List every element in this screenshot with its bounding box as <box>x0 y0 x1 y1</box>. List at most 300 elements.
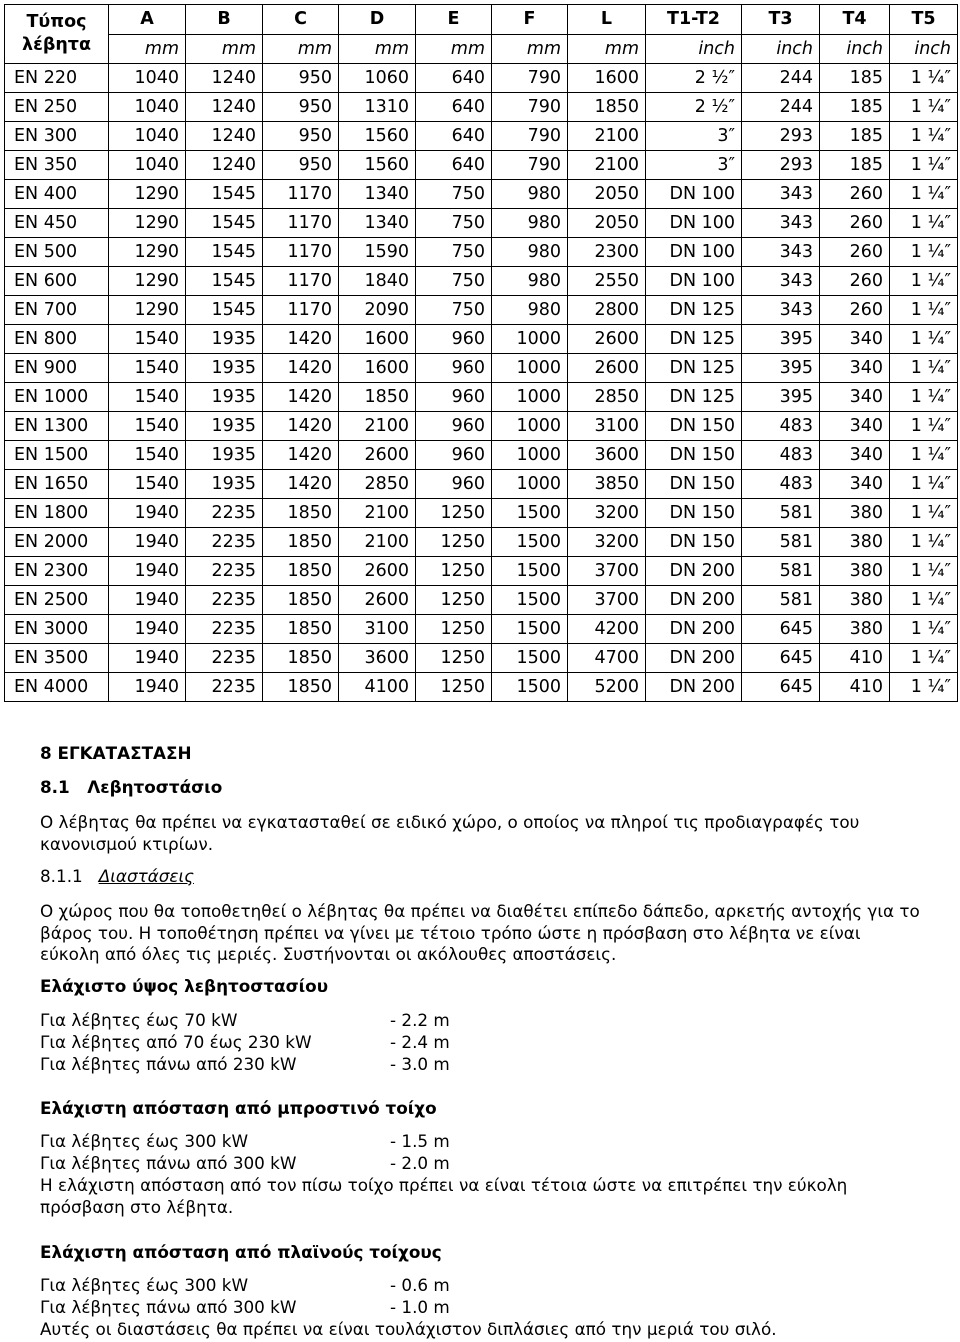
table-cell: 1000 <box>492 470 568 499</box>
table-cell: 1000 <box>492 325 568 354</box>
table-cell: 581 <box>742 528 820 557</box>
table-row <box>5 673 958 702</box>
table-cell: 750 <box>416 296 492 325</box>
table-cell: 1240 <box>186 93 263 122</box>
table-cell: 1850 <box>263 615 339 644</box>
table-cell: 185 <box>820 151 890 180</box>
table-cell: 1500 <box>492 673 568 702</box>
type-header-line1: Τύπος <box>26 12 87 32</box>
table-cell: 2600 <box>339 586 416 615</box>
front-distance-value: - 2.0 m <box>390 1153 450 1173</box>
boiler-type-cell: EN 3000 <box>5 615 109 644</box>
side-distance-label: Για λέβητες πάνω από 300 kW <box>40 1297 297 1317</box>
boiler-type-cell: EN 900 <box>5 354 109 383</box>
table-cell: 790 <box>492 64 568 93</box>
table-cell: 244 <box>742 64 820 93</box>
table-row <box>5 586 958 615</box>
boiler-type-cell: EN 1500 <box>5 441 109 470</box>
table-cell: 1240 <box>186 122 263 151</box>
table-cell: 950 <box>263 93 339 122</box>
boiler-type-cell: EN 3500 <box>5 644 109 673</box>
table-row <box>5 557 958 586</box>
table-cell: 185 <box>820 93 890 122</box>
table-cell: 343 <box>742 238 820 267</box>
table-cell: 1040 <box>109 151 186 180</box>
table-cell: 1 ¼″ <box>890 267 958 296</box>
table-cell: 5200 <box>568 673 646 702</box>
table-cell: 645 <box>742 644 820 673</box>
table-cell: 1600 <box>568 64 646 93</box>
table-cell: 4100 <box>339 673 416 702</box>
table-cell: 1940 <box>109 557 186 586</box>
unit-header-t4: inch <box>820 34 890 64</box>
table-cell: 1240 <box>186 151 263 180</box>
table-cell: 185 <box>820 64 890 93</box>
table-cell: 1170 <box>263 209 339 238</box>
unit-header-a: mm <box>109 34 186 64</box>
table-row <box>5 615 958 644</box>
table-cell: 581 <box>742 499 820 528</box>
boiler-type-cell: EN 500 <box>5 238 109 267</box>
table-cell: 640 <box>416 93 492 122</box>
table-cell: 410 <box>820 644 890 673</box>
table-cell: 1540 <box>109 470 186 499</box>
table-cell: 1420 <box>263 470 339 499</box>
table-cell: 1540 <box>109 383 186 412</box>
table-cell: 1000 <box>492 383 568 412</box>
table-cell: 4200 <box>568 615 646 644</box>
min-height-value: - 3.0 m <box>390 1054 450 1074</box>
table-cell: 1935 <box>186 441 263 470</box>
table-cell: 340 <box>820 470 890 499</box>
table-cell: 483 <box>742 470 820 499</box>
table-cell: 1 ¼″ <box>890 325 958 354</box>
boiler-type-cell: EN 600 <box>5 267 109 296</box>
table-cell: 380 <box>820 528 890 557</box>
col-header-t1-t2: T1-T2 <box>646 5 742 35</box>
col-header-e: E <box>416 5 492 35</box>
col-header-a: A <box>109 5 186 35</box>
boiler-type-cell: EN 350 <box>5 151 109 180</box>
table-cell: 1 ¼″ <box>890 673 958 702</box>
table-cell: 3100 <box>568 412 646 441</box>
table-cell: 1240 <box>186 64 263 93</box>
table-cell: 343 <box>742 267 820 296</box>
table-cell: 1500 <box>492 586 568 615</box>
col-header-l: L <box>568 5 646 35</box>
boiler-type-cell: EN 450 <box>5 209 109 238</box>
table-cell: DN 150 <box>646 412 742 441</box>
subsection-paragraph: Ο λέβητας θα πρέπει να εγκατασταθεί σε ειδικό χώρο, ο οποίος να πληροί τις προδιαγραφές του κανονισμού κτιρίων. <box>40 812 860 854</box>
table-cell: 1935 <box>186 354 263 383</box>
table-header-row-units <box>5 34 958 64</box>
table-cell: 1000 <box>492 412 568 441</box>
table-cell: 581 <box>742 557 820 586</box>
table-cell: 2235 <box>186 615 263 644</box>
table-cell: DN 125 <box>646 383 742 412</box>
table-cell: 410 <box>820 673 890 702</box>
table-cell: 1545 <box>186 296 263 325</box>
table-cell: 750 <box>416 180 492 209</box>
table-cell: 1290 <box>109 267 186 296</box>
table-cell: 1545 <box>186 267 263 296</box>
table-cell: 1 ¼″ <box>890 238 958 267</box>
table-cell: 2235 <box>186 557 263 586</box>
table-cell: 1290 <box>109 238 186 267</box>
table-cell: 750 <box>416 209 492 238</box>
table-cell: 1850 <box>263 644 339 673</box>
table-row <box>5 354 958 383</box>
unit-header-d: mm <box>339 34 416 64</box>
unit-header-b: mm <box>186 34 263 64</box>
table-cell: DN 100 <box>646 209 742 238</box>
table-cell: 1 ¼″ <box>890 470 958 499</box>
boiler-type-cell: EN 4000 <box>5 673 109 702</box>
table-cell: 1 ¼″ <box>890 151 958 180</box>
table-cell: DN 200 <box>646 615 742 644</box>
table-cell: 960 <box>416 470 492 499</box>
table-cell: 340 <box>820 325 890 354</box>
side-distance-value: - 0.6 m <box>390 1275 450 1295</box>
table-cell: 1940 <box>109 644 186 673</box>
table-cell: 3600 <box>568 441 646 470</box>
table-cell: 1170 <box>263 180 339 209</box>
table-cell: 1040 <box>109 93 186 122</box>
table-cell: 1 ¼″ <box>890 615 958 644</box>
boiler-type-cell: EN 2300 <box>5 557 109 586</box>
table-cell: 790 <box>492 151 568 180</box>
table-row <box>5 325 958 354</box>
table-cell: 1340 <box>339 180 416 209</box>
table-cell: 1540 <box>109 412 186 441</box>
table-body <box>5 64 958 702</box>
table-cell: 1 ¼″ <box>890 499 958 528</box>
table-cell: 2100 <box>339 412 416 441</box>
table-cell: 1 ¼″ <box>890 122 958 151</box>
table-cell: 1540 <box>109 354 186 383</box>
table-cell: 1250 <box>416 499 492 528</box>
table-cell: 340 <box>820 383 890 412</box>
table-cell: 2235 <box>186 644 263 673</box>
table-cell: 2235 <box>186 673 263 702</box>
table-header-row-letters <box>5 5 958 35</box>
table-row <box>5 441 958 470</box>
table-cell: 343 <box>742 209 820 238</box>
table-cell: DN 200 <box>646 557 742 586</box>
table-row <box>5 64 958 93</box>
table-row <box>5 296 958 325</box>
table-cell: DN 150 <box>646 470 742 499</box>
table-cell: 483 <box>742 441 820 470</box>
table-cell: DN 100 <box>646 238 742 267</box>
unit-header-t3: inch <box>742 34 820 64</box>
table-cell: 1290 <box>109 180 186 209</box>
table-cell: 3600 <box>339 644 416 673</box>
table-cell: 1310 <box>339 93 416 122</box>
table-cell: DN 125 <box>646 354 742 383</box>
table-cell: 1540 <box>109 325 186 354</box>
table-cell: 1935 <box>186 412 263 441</box>
table-cell: 1545 <box>186 209 263 238</box>
subsection-title: Λεβητοστάσιο <box>87 777 223 797</box>
table-cell: 340 <box>820 441 890 470</box>
table-cell: 1940 <box>109 615 186 644</box>
table-cell: 1 ¼″ <box>890 296 958 325</box>
table-cell: 1 ¼″ <box>890 586 958 615</box>
table-cell: 1500 <box>492 499 568 528</box>
table-cell: 1560 <box>339 122 416 151</box>
table-row <box>5 644 958 673</box>
table-cell: 3200 <box>568 499 646 528</box>
table-cell: 1540 <box>109 441 186 470</box>
boiler-type-cell: EN 250 <box>5 93 109 122</box>
table-cell: 2 ½″ <box>646 93 742 122</box>
table-cell: DN 200 <box>646 586 742 615</box>
type-header <box>5 5 109 64</box>
table-row <box>5 528 958 557</box>
table-cell: 185 <box>820 122 890 151</box>
table-cell: 1040 <box>109 64 186 93</box>
table-cell: 1250 <box>416 673 492 702</box>
boiler-type-cell: EN 2500 <box>5 586 109 615</box>
subsubsection-title: Διαστάσεις <box>98 866 194 886</box>
table-cell: 1545 <box>186 180 263 209</box>
section-heading: 8 ΕΓΚΑΤΑΣΤΑΣΗ <box>40 743 192 763</box>
table-cell: 3850 <box>568 470 646 499</box>
table-cell: 3700 <box>568 557 646 586</box>
table-cell: 960 <box>416 354 492 383</box>
table-cell: DN 100 <box>646 180 742 209</box>
boiler-type-cell: EN 1650 <box>5 470 109 499</box>
table-cell: 1420 <box>263 383 339 412</box>
min-height-title: Ελάχιστο ύψος λεβητοστασίου <box>40 976 329 996</box>
table-cell: 750 <box>416 267 492 296</box>
table-cell: 3″ <box>646 151 742 180</box>
table-cell: 640 <box>416 122 492 151</box>
table-cell: DN 150 <box>646 499 742 528</box>
table-cell: 1000 <box>492 354 568 383</box>
side-distance-label: Για λέβητες έως 300 kW <box>40 1275 249 1295</box>
table-cell: 395 <box>742 354 820 383</box>
table-row <box>5 470 958 499</box>
table-cell: 1940 <box>109 528 186 557</box>
table-cell: 1420 <box>263 325 339 354</box>
table-cell: 950 <box>263 151 339 180</box>
col-header-t4: T4 <box>820 5 890 35</box>
table-cell: 2600 <box>339 441 416 470</box>
table-cell: 343 <box>742 296 820 325</box>
boiler-type-cell: EN 300 <box>5 122 109 151</box>
table-cell: 1290 <box>109 296 186 325</box>
table-cell: 640 <box>416 151 492 180</box>
table-cell: 1500 <box>492 644 568 673</box>
table-cell: 1840 <box>339 267 416 296</box>
table-cell: 645 <box>742 615 820 644</box>
table-cell: 2235 <box>186 586 263 615</box>
table-cell: 2300 <box>568 238 646 267</box>
table-cell: 1250 <box>416 586 492 615</box>
table-cell: 380 <box>820 557 890 586</box>
side-distance-note: Αυτές οι διαστάσεις θα πρέπει να είναι τουλάχιστον διπλάσιες από την μεριά του σιλό. <box>40 1319 777 1339</box>
table-cell: 2850 <box>568 383 646 412</box>
table-row <box>5 383 958 412</box>
table-cell: 750 <box>416 238 492 267</box>
table-cell: 1250 <box>416 557 492 586</box>
table-cell: 960 <box>416 325 492 354</box>
side-distance-title: Ελάχιστη απόσταση από πλαϊνούς τοίχους <box>40 1242 442 1262</box>
table-cell: 1 ¼″ <box>890 383 958 412</box>
table-cell: 1250 <box>416 528 492 557</box>
table-cell: 645 <box>742 673 820 702</box>
side-distance-value: - 1.0 m <box>390 1297 450 1317</box>
table-cell: 2050 <box>568 180 646 209</box>
col-header-b: B <box>186 5 263 35</box>
table-cell: 1340 <box>339 209 416 238</box>
table-cell: 1 ¼″ <box>890 528 958 557</box>
boiler-type-cell: EN 1000 <box>5 383 109 412</box>
table-cell: 1590 <box>339 238 416 267</box>
table-cell: 980 <box>492 296 568 325</box>
table-row <box>5 267 958 296</box>
boiler-type-cell: EN 2000 <box>5 528 109 557</box>
table-cell: 1250 <box>416 615 492 644</box>
table-cell: 1545 <box>186 238 263 267</box>
table-cell: 1170 <box>263 238 339 267</box>
unit-header-e: mm <box>416 34 492 64</box>
col-header-f: F <box>492 5 568 35</box>
col-header-d: D <box>339 5 416 35</box>
table-cell: 960 <box>416 383 492 412</box>
table-cell: 2 ½″ <box>646 64 742 93</box>
table-cell: 2850 <box>339 470 416 499</box>
table-cell: 1 ¼″ <box>890 354 958 383</box>
table-cell: 1560 <box>339 151 416 180</box>
col-header-c: C <box>263 5 339 35</box>
table-cell: 343 <box>742 180 820 209</box>
table-cell: 1850 <box>263 557 339 586</box>
table-cell: 1500 <box>492 557 568 586</box>
front-distance-value: - 1.5 m <box>390 1131 450 1151</box>
table-cell: 1 ¼″ <box>890 209 958 238</box>
boiler-type-cell: EN 220 <box>5 64 109 93</box>
table-cell: 1290 <box>109 209 186 238</box>
min-height-value: - 2.2 m <box>390 1010 450 1030</box>
type-header-line2: λέβητα <box>22 35 91 55</box>
boiler-type-cell: EN 400 <box>5 180 109 209</box>
rear-distance-note: Η ελάχιστη απόσταση από τον πίσω τοίχο πρέπει να είναι τέτοια ώστε να επιτρέπει την εύκολη πρόσβαση στο λέβητα. <box>40 1175 848 1217</box>
table-cell: 1940 <box>109 586 186 615</box>
table-row <box>5 180 958 209</box>
table-cell: 640 <box>416 64 492 93</box>
table-cell: 2090 <box>339 296 416 325</box>
table-cell: 1940 <box>109 499 186 528</box>
table-cell: 1 ¼″ <box>890 644 958 673</box>
table-cell: 2600 <box>339 557 416 586</box>
table-cell: 1935 <box>186 325 263 354</box>
table-cell: 2600 <box>568 325 646 354</box>
table-cell: 980 <box>492 267 568 296</box>
table-cell: 980 <box>492 180 568 209</box>
front-distance-label: Για λέβητες πάνω από 300 kW <box>40 1153 297 1173</box>
table-row <box>5 412 958 441</box>
table-cell: 2100 <box>339 528 416 557</box>
table-cell: 260 <box>820 180 890 209</box>
table-cell: 1 ¼″ <box>890 441 958 470</box>
boiler-dimensions-table <box>4 4 958 702</box>
table-cell: 3200 <box>568 528 646 557</box>
min-height-label: Για λέβητες από 70 έως 230 kW <box>40 1032 312 1052</box>
table-cell: 3″ <box>646 122 742 151</box>
table-cell: 980 <box>492 238 568 267</box>
table-cell: 2600 <box>568 354 646 383</box>
table-cell: 1500 <box>492 528 568 557</box>
table-row <box>5 499 958 528</box>
min-height-label: Για λέβητες έως 70 kW <box>40 1010 238 1030</box>
table-cell: 1850 <box>263 528 339 557</box>
table-cell: DN 150 <box>646 441 742 470</box>
table-cell: 2235 <box>186 499 263 528</box>
table-cell: 3700 <box>568 586 646 615</box>
boiler-type-cell: EN 1800 <box>5 499 109 528</box>
table-cell: 1 ¼″ <box>890 557 958 586</box>
min-height-label: Για λέβητες πάνω από 230 kW <box>40 1054 297 1074</box>
table-cell: 260 <box>820 238 890 267</box>
table-row <box>5 93 958 122</box>
subsubsection-heading <box>40 866 194 888</box>
table-cell: 1935 <box>186 383 263 412</box>
table-cell: 260 <box>820 296 890 325</box>
table-cell: 1850 <box>263 586 339 615</box>
unit-header-c: mm <box>263 34 339 64</box>
table-cell: 790 <box>492 122 568 151</box>
table-cell: 2100 <box>339 499 416 528</box>
table-cell: 260 <box>820 209 890 238</box>
table-cell: 2100 <box>568 122 646 151</box>
table-cell: 1 ¼″ <box>890 180 958 209</box>
table-cell: 2100 <box>568 151 646 180</box>
table-cell: 1850 <box>263 499 339 528</box>
table-cell: 581 <box>742 586 820 615</box>
table-cell: 960 <box>416 441 492 470</box>
table-cell: 980 <box>492 209 568 238</box>
unit-header-t5: inch <box>890 34 958 64</box>
table-cell: 1940 <box>109 673 186 702</box>
table-cell: 1600 <box>339 325 416 354</box>
table-cell: 1420 <box>263 354 339 383</box>
table-cell: 395 <box>742 383 820 412</box>
table-row <box>5 122 958 151</box>
table-cell: DN 150 <box>646 528 742 557</box>
boiler-type-cell: EN 1300 <box>5 412 109 441</box>
table-cell: 950 <box>263 122 339 151</box>
table-cell: 1420 <box>263 441 339 470</box>
table-cell: 960 <box>416 412 492 441</box>
table-cell: 1420 <box>263 412 339 441</box>
table-cell: 1040 <box>109 122 186 151</box>
table-cell: DN 200 <box>646 644 742 673</box>
subsection-heading <box>40 777 222 799</box>
table-cell: 2235 <box>186 528 263 557</box>
table-cell: DN 125 <box>646 325 742 354</box>
unit-header-f: mm <box>492 34 568 64</box>
table-cell: 1 ¼″ <box>890 64 958 93</box>
table-cell: DN 100 <box>646 267 742 296</box>
table-cell: 244 <box>742 93 820 122</box>
table-cell: 1500 <box>492 615 568 644</box>
table-row <box>5 209 958 238</box>
table-cell: 1170 <box>263 296 339 325</box>
table-cell: 790 <box>492 93 568 122</box>
